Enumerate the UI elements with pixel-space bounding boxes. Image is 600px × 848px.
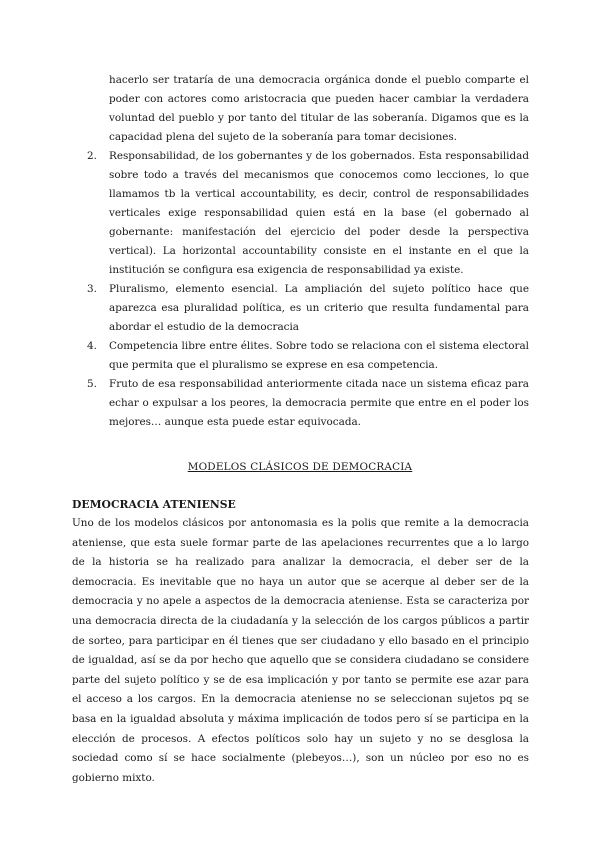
list-item-text: Fruto de esa responsabilidad anteriormente citada nace un sistema eficaz para echar o expulsar a los peores, la democracia permite que entre en el poder los mejores… aunque esta puede estar equivocada.: [109, 378, 529, 428]
list-item: [87, 375, 529, 432]
list-item-text: Competencia libre entre élites. Sobre todo se relaciona con el sistema electoral que permita que el pluralismo se exprese en esa competencia.: [109, 340, 529, 371]
list-item-text: Pluralismo, elemento esencial. La ampliación del sujeto político hace que aparezca esa pluralidad política, es un criterio que resulta fundamental para abordar el estudio de la democracia: [109, 283, 529, 333]
list-item-number: 5.: [87, 378, 97, 390]
numbered-list: [87, 147, 529, 432]
list-item-text: Responsabilidad, de los gobernantes y de los gobernados. Esta responsabilidad sobre todo a través del mecanismos que conocemos como lecciones, lo que llamamos tb la vertical accountability, es decir, control de responsabilidades verticales exige responsabilidad quien está en la base (el gobernado al gobernante: manifestación del ejercicio del poder desde la perspectiva vertical). La horizontal accountability consiste en el instante en el que la institución se configura esa exigencia de responsabilidad ya existe.: [109, 150, 529, 276]
list-item-number: 4.: [87, 340, 97, 352]
list-item-number: 2.: [87, 150, 97, 162]
subheading: DEMOCRACIA ATENIENSE: [72, 498, 236, 511]
list-item-1-continuation: hacerlo ser trataría de una democracia orgánica donde el pueblo comparte el poder con actores como aristocracia que pueden hacer cambiar la verdadera voluntad del pueblo y por tanto del titular de las soberanía. Digamos que es la capacidad plena del sujeto de la soberanía para tomar decisiones.: [109, 74, 529, 143]
list-item: [87, 280, 529, 337]
body-paragraph: Uno de los modelos clásicos por antonomasia es la polis que remite a la democracia ateniense, que esta suele formar parte de las apelaciones recurrentes que a lo largo de la historia se ha realizado para analizar la democracia, el deber ser de la democracia. Es inevitable que no haya un autor que se acerque al deber ser de la democracia y no apele a aspectos de la democracia ateniense. Esta se caracteriza por una democracia directa de la ciudadanía y la selección de los cargos públicos a partir de sorteo, para participar en él tienes que ser ciudadano y ello basado en el principio de igualdad, así se da por hecho que aquello que se considera ciudadano se considere parte del sujeto político y se de esa implicación y por tanto se permite ese azar para el acceso a los cargos. En la democracia ateniense no se seleccionan sujetos pq se basa en la igualdad absoluta y máxima implicación de todos pero sí se participa en la elección de procesos. A efectos políticos solo hay un sujeto y no se desglosa la sociedad como sí se hace socialmente (plebeyos…), son un núcleo por eso no es gobierno mixto.: [72, 517, 529, 784]
section-title: MODELOS CLÁSICOS DE DEMOCRACIA: [187, 461, 413, 473]
list-item: [87, 337, 529, 375]
list-item-number: 3.: [87, 283, 97, 295]
list-item: [87, 147, 529, 280]
